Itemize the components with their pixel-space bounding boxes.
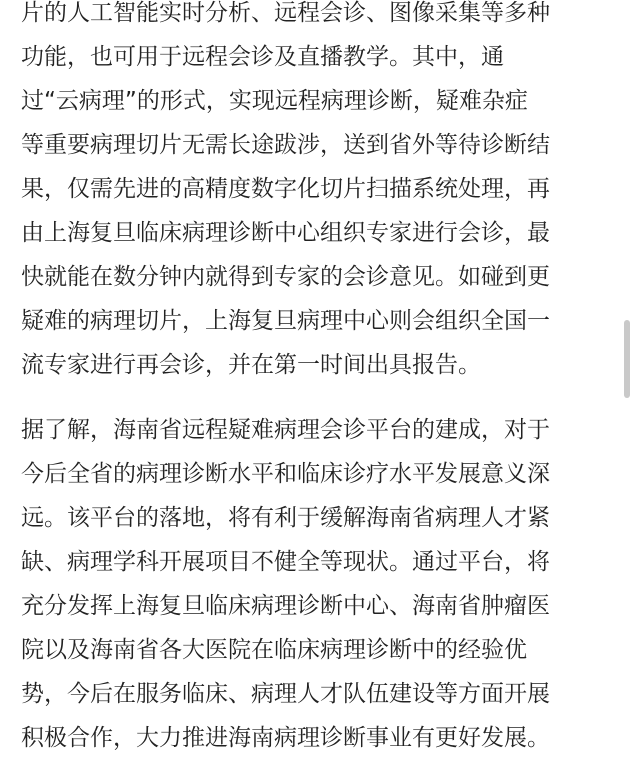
- text-line: 缺、病理学科开展项目不健全等现状。通过平台，将: [21, 549, 550, 575]
- paragraph-spacer: [21, 387, 605, 408]
- text-line: 片的人工智能实时分析、远程会诊、图像采集等多种: [21, 0, 550, 26]
- text-line: 远。该平台的落地，将有利于缓解海南省病理人才紧: [21, 505, 550, 531]
- text-line: 果，仅需先进的高精度数字化切片扫描系统处理，再: [21, 176, 550, 202]
- article-body: [21, 0, 605, 760]
- paragraph-2: [21, 408, 605, 760]
- text-line: 积极合作，大力推进海南病理诊断事业有更好发展。: [21, 725, 550, 751]
- text-line: 今后全省的病理诊断水平和临床诊疗水平发展意义深: [21, 461, 550, 487]
- text-line: 等重要病理切片无需长途跋涉，送到省外等待诊断结: [21, 132, 550, 158]
- text-line: 流专家进行再会诊，并在第一时间出具报告。: [21, 352, 481, 378]
- text-line: 由上海复旦临床病理诊断中心组织专家进行会诊，最: [21, 220, 550, 246]
- paragraph-1: [21, 0, 605, 387]
- text-line: 势，今后在服务临床、病理人才队伍建设等方面开展: [21, 681, 550, 707]
- text-line: 院以及海南省各大医院在临床病理诊断中的经验优: [21, 637, 527, 663]
- text-line: 充分发挥上海复旦临床病理诊断中心、海南省肿瘤医: [21, 593, 550, 619]
- text-line: 快就能在数分钟内就得到专家的会诊意见。如碰到更: [21, 264, 550, 290]
- text-line: 功能，也可用于远程会诊及直播教学。其中，通: [21, 44, 504, 70]
- text-line: 据了解，海南省远程疑难病理会诊平台的建成，对于: [21, 417, 550, 443]
- scrollbar-thumb[interactable]: [624, 320, 630, 398]
- text-line: 疑难的病理切片，上海复旦病理中心则会组织全国一: [21, 308, 550, 334]
- text-line: 过“云病理”的形式，实现远程病理诊断，疑难杂症: [21, 88, 528, 114]
